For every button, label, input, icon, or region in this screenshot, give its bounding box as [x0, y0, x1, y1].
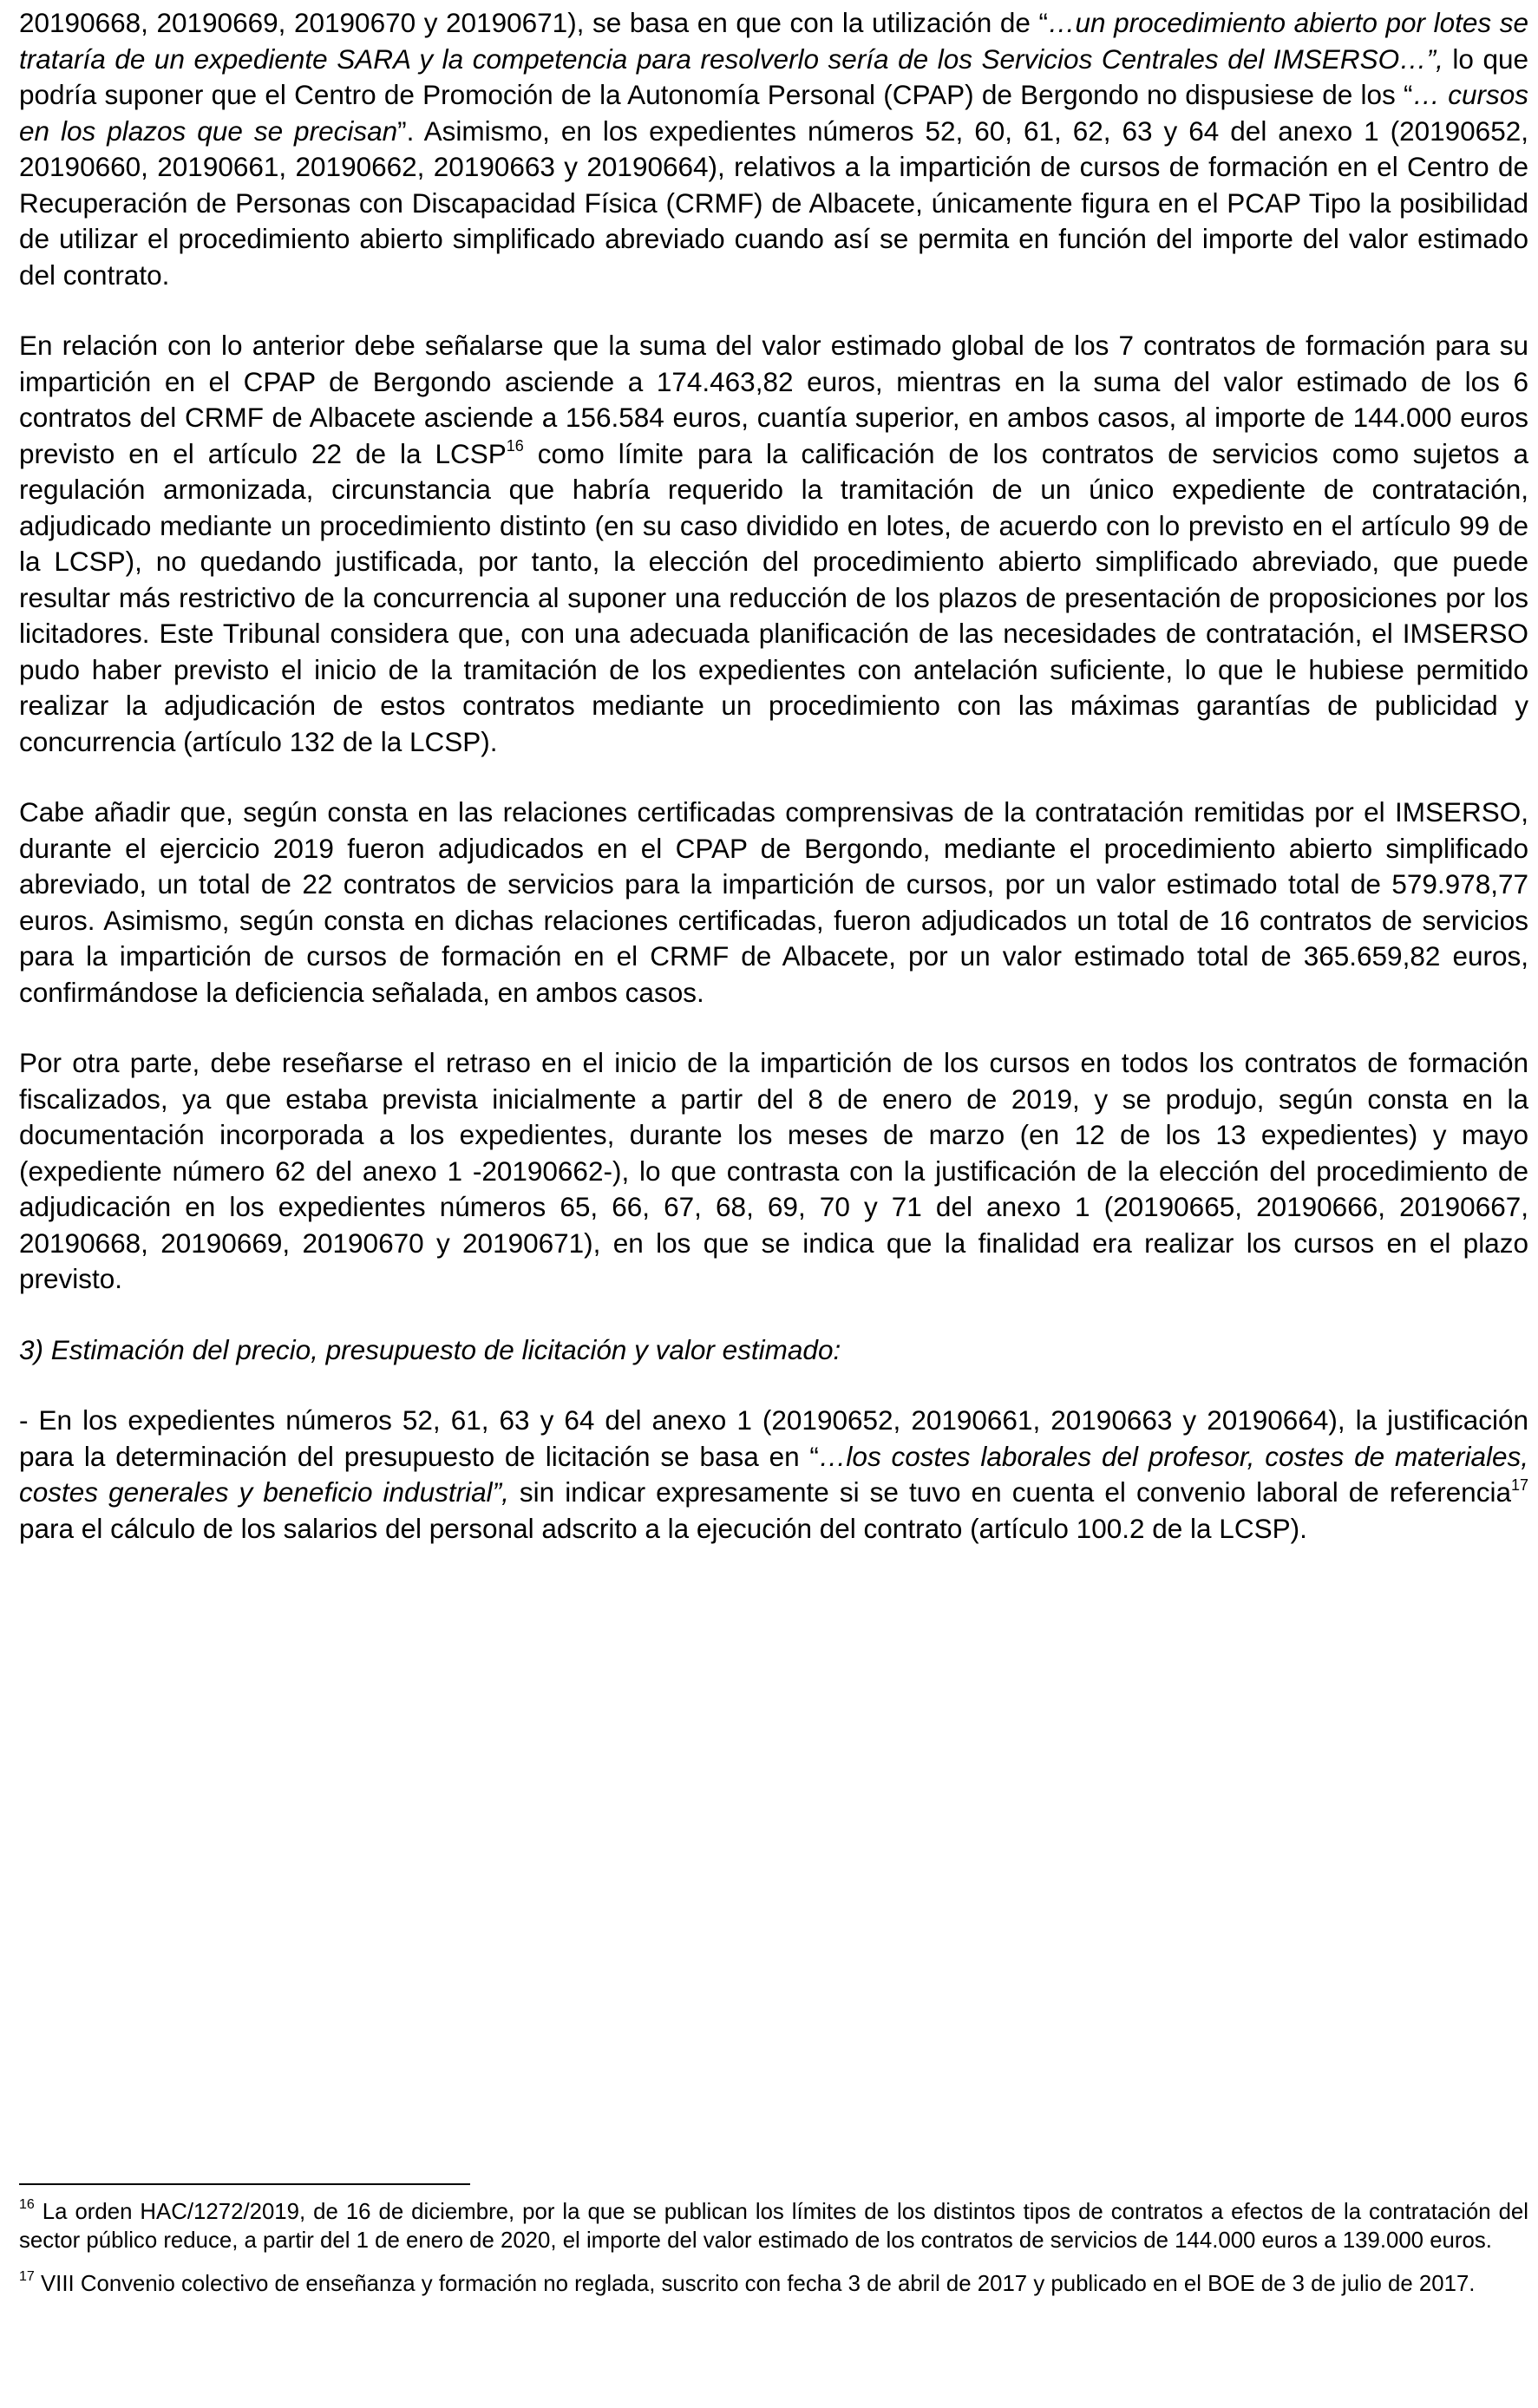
p2-text-2: como límite para la calificación de los contratos de servicios como sujetos a regulación armonizada, circunstancia que habría requerido la tramitación de un único expediente de contratación, adjudicado mediante un procedimiento distinto (en su caso dividido en lotes, de acuerdo con lo previsto en el artículo 99 de la LCSP), no quedando justificada, por tanto, la elección del procedimiento abierto simplificado abreviado, que puede resultar más restrictivo de la concurrencia al suponer una reducción de los plazos de presentación de proposiciones por los licitadores. Este Tribunal considera que, con una adecuada planificación de las necesidades de contratación, el IMSERSO pudo haber previsto el inicio de la tramitación de los expedientes con antelación suficiente, lo que le hubiese permitido realizar la adjudicación de estos contratos mediante un procedimiento con las máximas garantías de publicidad y concurrencia (artículo 132 de la LCSP).	[19, 437, 1528, 757]
footnote-text: La orden HAC/1272/2019, de 16 de diciembre, por la que se publican los límites de los distintos tipos de contratos a efectos de la contratación del sector público reduce, a partir del 1 de enero de 2020, el importe del valor estimado de los contratos de servicios de 144.000 euros a 139.000 euros.	[19, 2200, 1528, 2253]
footnote-17	[19, 2270, 1528, 2299]
p1-text-1: 20190668, 20190669, 20190670 y 20190671), se basa en que con la utilización de “	[19, 7, 1049, 38]
p1-quote-1: …un procedimiento abierto por lotes se trataría de un expediente SARA y la competencia para resolverlo sería de los Servicios Centrales del IMSERSO…”,	[19, 7, 1528, 75]
p1-quote-2: … cursos en los plazos que se precisan	[19, 79, 1528, 147]
footnotes	[19, 2198, 1528, 2299]
paragraph-5	[19, 1403, 1528, 1547]
p5-quote-1: …los costes laborales del profesor, costes de materiales, costes generales y beneficio industrial”,	[19, 1440, 1528, 1508]
paragraph-3: Cabe añadir que, según consta en las relaciones certificadas comprensivas de la contratación remitidas por el IMSERSO, durante el ejercicio 2019 fueron adjudicados en el CPAP de Bergondo, mediante el procedimiento abierto simplificado abreviado, un total de 22 contratos de servicios para la impartición de cursos, por un valor estimado total de 579.978,77 euros. Asimismo, según consta en dichas relaciones certificadas, fueron adjudicados un total de 16 contratos de servicios para la impartición de cursos de formación en el CRMF de Albacete, por un valor estimado total de 365.659,82 euros, confirmándose la deficiencia señalada, en ambos casos.	[19, 796, 1528, 1008]
footnote-ref-17: 17	[1510, 1476, 1528, 1494]
footnote-ref-16: 16	[506, 437, 524, 455]
footnote-number: 16	[19, 2197, 35, 2213]
footnote-text: VIII Convenio colectivo de enseñanza y formación no reglada, suscrito con fecha 3 de abril de 2017 y publicado en el BOE de 3 de julio de 2017.	[34, 2272, 1476, 2296]
paragraph-1	[19, 5, 1528, 293]
p1-text-3: ”. Asimismo, en los expedientes números 52, 60, 61, 62, 63 y 64 del anexo 1 (20190652, 20190660, 20190661, 20190662, 20190663 y 20190664), relativos a la impartición de cursos de formación en el Centro de Recuperación de Personas con Discapacidad Física (CRMF) de Albacete, únicamente figura en el PCAP Tipo la posibilidad de utilizar el procedimiento abierto simplificado abreviado cuando así se permita en función del importe del valor estimado del contrato.	[19, 115, 1528, 291]
footnote-16	[19, 2198, 1528, 2254]
paragraph-4: Por otra parte, debe reseñarse el retraso en el inicio de la impartición de los cursos en todos los contratos de formación fiscalizados, ya que estaba prevista inicialmente a partir del 8 de enero de 2019, y se produjo, según consta en la documentación incorporada a los expedientes, durante los meses de marzo (en 12 de los 13 expedientes) y mayo (expediente número 62 del anexo 1 -20190662-), lo que contrasta con la justificación de la elección del procedimiento de adjudicación en los expedientes números 65, 66, 67, 68, 69, 70 y 71 del anexo 1 (20190665, 20190666, 20190667, 20190668, 20190669, 20190670 y 20190671), en los que se indica que la finalidad era realizar los cursos en el plazo previsto.	[19, 1047, 1528, 1294]
section-heading-3: 3) Estimación del precio, presupuesto de licitación y valor estimado:	[19, 1333, 841, 1365]
paragraph-2	[19, 328, 1528, 760]
footnote-number: 17	[19, 2269, 35, 2285]
document-body	[19, 0, 1528, 1547]
p5-text-3: para el cálculo de los salarios del personal adscrito a la ejecución del contrato (artículo 100.2 de la LCSP).	[19, 1512, 1307, 1544]
p1-text-2: lo que podría suponer que el Centro de Promoción de la Autonomía Personal (CPAP) de Bergondo no dispusiese de los “	[19, 43, 1528, 110]
p5-text-2: sin indicar expresamente si se tuvo en cuenta el convenio laboral de referencia	[508, 1476, 1511, 1508]
footnote-divider	[19, 2183, 470, 2185]
p5-text-1: - En los expedientes números 52, 61, 63 y 64 del anexo 1 (20190652, 20190661, 20190663 y 20190664), la justificación para la determinación del presupuesto de licitación se basa en “	[19, 1404, 1528, 1472]
p2-text-1: En relación con lo anterior debe señalarse que la suma del valor estimado global de los 7 contratos de formación para su impartición en el CPAP de Bergondo asciende a 174.463,82 euros, mientras en la suma del valor estimado de los 6 contratos del CRMF de Albacete asciende a 156.584 euros, cuantía superior, en ambos casos, al importe de 144.000 euros previsto en el artículo 22 de la LCSP	[19, 330, 1528, 469]
